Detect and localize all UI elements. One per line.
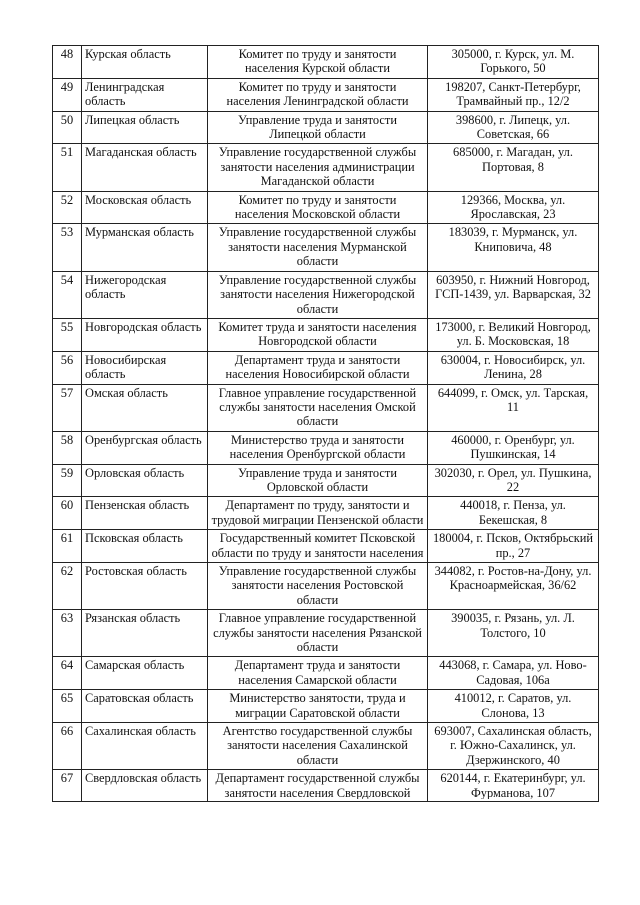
region-name — [82, 497, 208, 530]
agency-address-text: 603950, г. Нижний Новгород, ГСП-1439, ул. Варварская, 32 — [435, 272, 591, 302]
row-number — [53, 78, 82, 111]
table-row — [53, 271, 599, 318]
row-number — [53, 690, 82, 723]
agency-address — [428, 224, 599, 271]
table-row — [53, 111, 599, 144]
row-number — [53, 271, 82, 318]
row-number — [53, 657, 82, 690]
agency-name-text: Управление труда и занятости Липецкой области — [238, 112, 397, 142]
agency-address-text: 183039, г. Мурманск, ул. Книповича, 48 — [448, 225, 578, 254]
region-name-text: Самарская область — [85, 658, 185, 673]
row-number — [53, 144, 82, 191]
region-name-text: Псковская область — [85, 531, 183, 546]
agency-name-text: Комитет по труду и занятости населения Московской области — [234, 192, 401, 222]
row-number-text: 65 — [60, 691, 74, 706]
region-name-text: Оренбургская область — [85, 432, 202, 447]
region-name — [82, 563, 208, 610]
row-number — [53, 530, 82, 563]
region-name — [82, 690, 208, 723]
region-name-text: Омская область — [85, 385, 168, 400]
row-number — [53, 318, 82, 351]
row-number — [53, 563, 82, 610]
agency-address — [428, 690, 599, 723]
agency-address — [428, 111, 599, 144]
agency-name — [208, 690, 428, 723]
agency-address-text: 198207, Санкт-Петербург, Трамвайный пр., 12/2 — [445, 79, 581, 109]
row-number-text: 50 — [60, 112, 74, 127]
agency-address-text: 620144, г. Екатеринбург, ул. Фурманова, 107 — [440, 771, 586, 800]
region-name-text: Московская область — [85, 192, 192, 207]
agency-name-text: Департамент труда и занятости населения Новосибирской области — [225, 352, 410, 382]
agency-name-text: Департамент по труду, занятости и трудовой миграции Пензенской области — [211, 498, 424, 527]
agency-name-text: Комитет по труду и занятости населения Ленинградской области — [226, 79, 409, 109]
agency-address-text: 129366, Москва, ул. Ярославская, 23 — [460, 192, 566, 222]
row-number — [53, 191, 82, 224]
row-number — [53, 610, 82, 657]
agency-address-text: 173000, г. Великий Новгород, ул. Б. Московская, 18 — [435, 319, 591, 349]
agency-name — [208, 610, 428, 657]
table-row — [53, 384, 599, 431]
row-number-text: 61 — [60, 531, 74, 546]
agency-address — [428, 657, 599, 690]
region-name-text: Рязанская область — [85, 611, 181, 626]
agency-address — [428, 46, 599, 79]
region-name-text: Свердловская область — [85, 771, 202, 786]
agency-address — [428, 271, 599, 318]
agency-address — [428, 78, 599, 111]
region-name — [82, 46, 208, 79]
agency-address-text: 685000, г. Магадан, ул. Портовая, 8 — [453, 145, 573, 174]
region-name — [82, 351, 208, 384]
region-name-text: Магаданская область — [85, 145, 197, 160]
row-number-text: 55 — [60, 319, 74, 334]
agency-name-text: Управление государственной службы занятости населения Ростовской области — [218, 564, 417, 607]
agency-name — [208, 191, 428, 224]
agency-name-text: Государственный комитет Псковской области по труду и занятости населения — [211, 531, 424, 560]
agency-name-text: Комитет труда и занятости населения Новгородской области — [218, 319, 417, 349]
region-name — [82, 111, 208, 144]
table-row — [53, 657, 599, 690]
row-number — [53, 384, 82, 431]
agency-name — [208, 78, 428, 111]
agency-name — [208, 723, 428, 770]
table-body — [53, 46, 599, 802]
region-name-text: Нижегородская область — [85, 272, 167, 302]
region-name-text: Орловская область — [85, 465, 185, 480]
row-number — [53, 723, 82, 770]
region-name — [82, 318, 208, 351]
agency-name-text: Управление государственной службы занятости населения Мурманской области — [218, 225, 417, 269]
row-number — [53, 111, 82, 144]
region-name — [82, 657, 208, 690]
region-name — [82, 144, 208, 191]
row-number-text: 57 — [60, 385, 74, 400]
agency-address-text: 440018, г. Пенза, ул. Бекешская, 8 — [460, 498, 566, 527]
agency-address — [428, 351, 599, 384]
table-row — [53, 723, 599, 770]
table-row — [53, 464, 599, 497]
agency-address — [428, 431, 599, 464]
region-name — [82, 610, 208, 657]
agency-name — [208, 46, 428, 79]
row-number — [53, 46, 82, 79]
region-name — [82, 723, 208, 770]
row-number-text: 58 — [60, 432, 74, 447]
row-number-text: 66 — [60, 724, 74, 739]
row-number-text: 56 — [60, 352, 74, 367]
agency-address — [428, 144, 599, 191]
row-number-text: 52 — [60, 192, 74, 207]
region-name — [82, 530, 208, 563]
region-name — [82, 78, 208, 111]
agency-address — [428, 497, 599, 530]
agency-name-text: Главное управление государственной службы занятости населения Омской области — [218, 385, 417, 429]
region-name-text: Новосибирская область — [85, 352, 167, 382]
agency-name-text: Министерство труда и занятости населения Оренбургской области — [229, 432, 406, 462]
row-number-text: 63 — [60, 611, 74, 626]
agency-address-text: 302030, г. Орел, ул. Пушкина, 22 — [434, 465, 592, 494]
agency-name-text: Департамент государственной службы занятости населения Свердловской — [215, 771, 420, 800]
agency-address-text: 443068, г. Самара, ул. Ново-Садовая, 106а — [439, 658, 587, 687]
agency-name-text: Главное управление государственной службы занятости населения Рязанской области — [213, 611, 422, 655]
region-name-text: Ленинградская область — [85, 79, 165, 109]
agency-name — [208, 657, 428, 690]
row-number-text: 64 — [60, 658, 74, 673]
agency-address-text: 344082, г. Ростов-на-Дону, ул. Красноармейская, 36/62 — [434, 564, 592, 593]
agency-address — [428, 464, 599, 497]
row-number-text: 67 — [60, 771, 74, 786]
agency-name-text: Комитет по труду и занятости населения Курской области — [238, 47, 397, 76]
agency-address — [428, 610, 599, 657]
agency-address — [428, 563, 599, 610]
table-row — [53, 690, 599, 723]
table-row — [53, 530, 599, 563]
table-row — [53, 46, 599, 79]
agency-address — [428, 191, 599, 224]
row-number-text: 60 — [60, 498, 74, 513]
row-number-text: 48 — [60, 47, 74, 61]
agency-name-text: Министерство занятости, труда и миграции Саратовской области — [229, 691, 406, 720]
agency-name — [208, 530, 428, 563]
agency-address — [428, 530, 599, 563]
agency-address-text: 398600, г. Липецк, ул. Советская, 66 — [455, 112, 571, 142]
table-row — [53, 610, 599, 657]
table-row — [53, 78, 599, 111]
agency-address-text: 460000, г. Оренбург, ул. Пушкинская, 14 — [451, 432, 575, 462]
row-number-text: 59 — [60, 465, 74, 480]
agency-address-text: 644099, г. Омск, ул. Тарская, 11 — [437, 385, 589, 414]
agency-address-text: 630004, г. Новосибирск, ул. Ленина, 28 — [440, 352, 586, 382]
agency-address — [428, 770, 599, 802]
region-name-text: Мурманская область — [85, 225, 194, 240]
agency-address-text: 305000, г. Курск, ул. М. Горького, 50 — [451, 47, 575, 76]
table-row — [53, 224, 599, 271]
agency-name — [208, 431, 428, 464]
region-name — [82, 464, 208, 497]
agency-address-text: 410012, г. Саратов, ул. Слонова, 13 — [454, 691, 572, 720]
row-number — [53, 351, 82, 384]
agency-name-text: Агентство государственной службы занятости населения Сахалинской области — [222, 724, 413, 767]
row-number — [53, 770, 82, 802]
agency-name — [208, 351, 428, 384]
row-number-text: 54 — [60, 272, 74, 287]
agency-address-text: 693007, Сахалинская область, г. Южно-Сахалинск, ул. Дзержинского, 40 — [434, 724, 592, 767]
agency-address — [428, 384, 599, 431]
table-row — [53, 191, 599, 224]
agency-address-text: 390035, г. Рязань, ул. Л. Толстого, 10 — [451, 611, 575, 640]
agency-name — [208, 111, 428, 144]
region-name-text: Ростовская область — [85, 564, 187, 578]
row-number-text: 62 — [60, 564, 74, 578]
employment-agencies-table — [52, 45, 599, 802]
agency-name — [208, 384, 428, 431]
table-row — [53, 318, 599, 351]
row-number-text: 53 — [60, 225, 74, 240]
region-name-text: Липецкая область — [85, 112, 180, 127]
agency-name — [208, 497, 428, 530]
region-name — [82, 770, 208, 802]
agency-name — [208, 464, 428, 497]
table-row — [53, 497, 599, 530]
agency-name — [208, 318, 428, 351]
table-row — [53, 144, 599, 191]
agency-name — [208, 224, 428, 271]
region-name — [82, 271, 208, 318]
agency-name-text: Департамент труда и занятости населения Самарской области — [234, 658, 401, 687]
table-row — [53, 351, 599, 384]
agency-name-text: Управление труда и занятости Орловской области — [238, 465, 397, 494]
row-number — [53, 224, 82, 271]
region-name-text: Пензенская область — [85, 498, 190, 513]
agency-name-text: Управление государственной службы занятости населения администрации Магаданской области — [218, 145, 417, 189]
region-name — [82, 384, 208, 431]
row-number-text: 51 — [60, 145, 74, 160]
row-number — [53, 431, 82, 464]
agency-name — [208, 563, 428, 610]
agency-name — [208, 271, 428, 318]
agency-address-text: 180004, г. Псков, Октябрьский пр., 27 — [432, 531, 593, 560]
row-number — [53, 464, 82, 497]
region-name-text: Курская область — [85, 47, 171, 61]
agency-address — [428, 723, 599, 770]
row-number-text: 49 — [60, 79, 74, 94]
row-number — [53, 497, 82, 530]
region-name-text: Саратовская область — [85, 691, 194, 706]
agency-name — [208, 144, 428, 191]
agency-name-text: Управление государственной службы занятости населения Нижегородской области — [218, 272, 417, 316]
region-name-text: Новгородская область — [85, 319, 202, 334]
table-row — [53, 563, 599, 610]
agency-name — [208, 770, 428, 802]
region-name — [82, 191, 208, 224]
region-name-text: Сахалинская область — [85, 724, 196, 739]
region-name — [82, 431, 208, 464]
agency-address — [428, 318, 599, 351]
region-name — [82, 224, 208, 271]
table-row — [53, 770, 599, 802]
table-row — [53, 431, 599, 464]
